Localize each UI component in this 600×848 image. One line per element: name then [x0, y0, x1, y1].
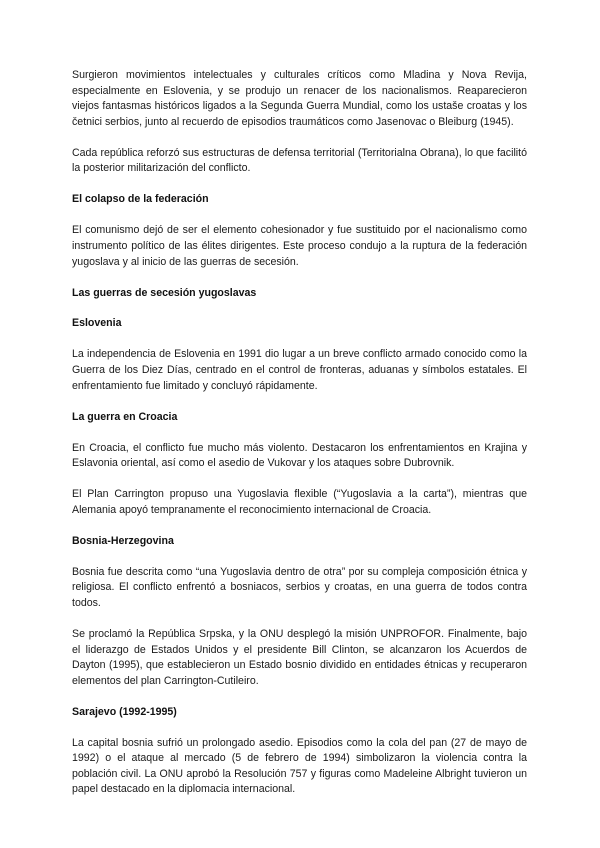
heading-bosnia: Bosnia-Herzegovina: [72, 534, 174, 547]
paragraph-carrington-plan: El Plan Carrington propuso una Yugoslavia flexible (“Yugoslavia a la carta”), mientras que Alemania apoyó tempranamente el reconocimiento internacional de Croacia.: [72, 488, 527, 516]
heading-federation-collapse: El colapso de la federación: [72, 193, 209, 206]
paragraph-dayton-accords: Se proclamó la República Srpska, y la ONU desplegó la misión UNPROFOR. Finalmente, bajo el liderazgo de Estados Unidos y el presidente Bill Clinton, se alcanzaron los Acuerdos de Dayton (1995), que establecieron un Estado bosnio dividido en entidades étnicas y recuperaron elementos del plan Carrington-Cutileiro.: [72, 627, 527, 687]
heading-secession-wars: Las guerras de secesión yugoslavas: [72, 286, 257, 299]
paragraph-slovenia-war: La independencia de Eslovenia en 1991 dio lugar a un breve conflicto armado conocido como la Guerra de los Diez Días, centrado en el control de fronteras, aduanas y símbolos estatales. El enfrentamiento fue limitado y concluyó rápidamente.: [72, 348, 527, 392]
heading-slovenia: Eslovenia: [72, 317, 122, 330]
document-page: [72, 68, 527, 813]
paragraph-territorial-defense: Cada república reforzó sus estructuras de defensa territorial (Territorialna Obrana), lo que facilitó la posterior militarización del conflicto.: [72, 146, 527, 175]
paragraph-croatia-conflict: En Croacia, el conflicto fue mucho más violento. Destacaron los enfrentamientos en Krajina y Eslavonia oriental, así como el asedio de Vukovar y los ataques sobre Dubrovnik.: [72, 441, 527, 470]
heading-sarajevo: Sarajevo (1992-1995): [72, 705, 177, 718]
paragraph-communism-nationalism: El comunismo dejó de ser el elemento cohesionador y fue sustituido por el nacionalismo como instrumento político de las élites dirigentes. Este proceso condujo a la ruptura de la federación yugoslava y al inicio de las guerras de secesión.: [72, 224, 527, 268]
paragraph-sarajevo-siege: La capital bosnia sufrió un prolongado asedio. Episodios como la cola del pan (27 de mayo de 1992) o el ataque al mercado (5 de febrero de 1994) simbolizaron la violencia contra la población civil. La ONU aprobó la Resolución 757 y figuras como Madeleine Albright tuvieron un papel destacado en la diplomacia internacional.: [72, 736, 527, 796]
paragraph-nationalism-revival: Surgieron movimientos intelectuales y culturales críticos como Mladina y Nova Revija, especialmente en Eslovenia, y se produjo un renacer de los nacionalismos. Reaparecieron viejos fantasmas históricos ligados a la Segunda Guerra Mundial, como los ustaše croatas y los četnici serbios, junto al recuerdo de episodios traumáticos como Jasenovac o Bleiburg (1945).: [72, 69, 527, 128]
heading-croatia-war: La guerra en Croacia: [72, 410, 178, 423]
paragraph-bosnia-description: Bosnia fue descrita como “una Yugoslavia dentro de otra” por su compleja composición étnica y religiosa. El conflicto enfrentó a bosniacos, serbios y croatas, en una guerra de todos contra todos.: [72, 565, 527, 609]
